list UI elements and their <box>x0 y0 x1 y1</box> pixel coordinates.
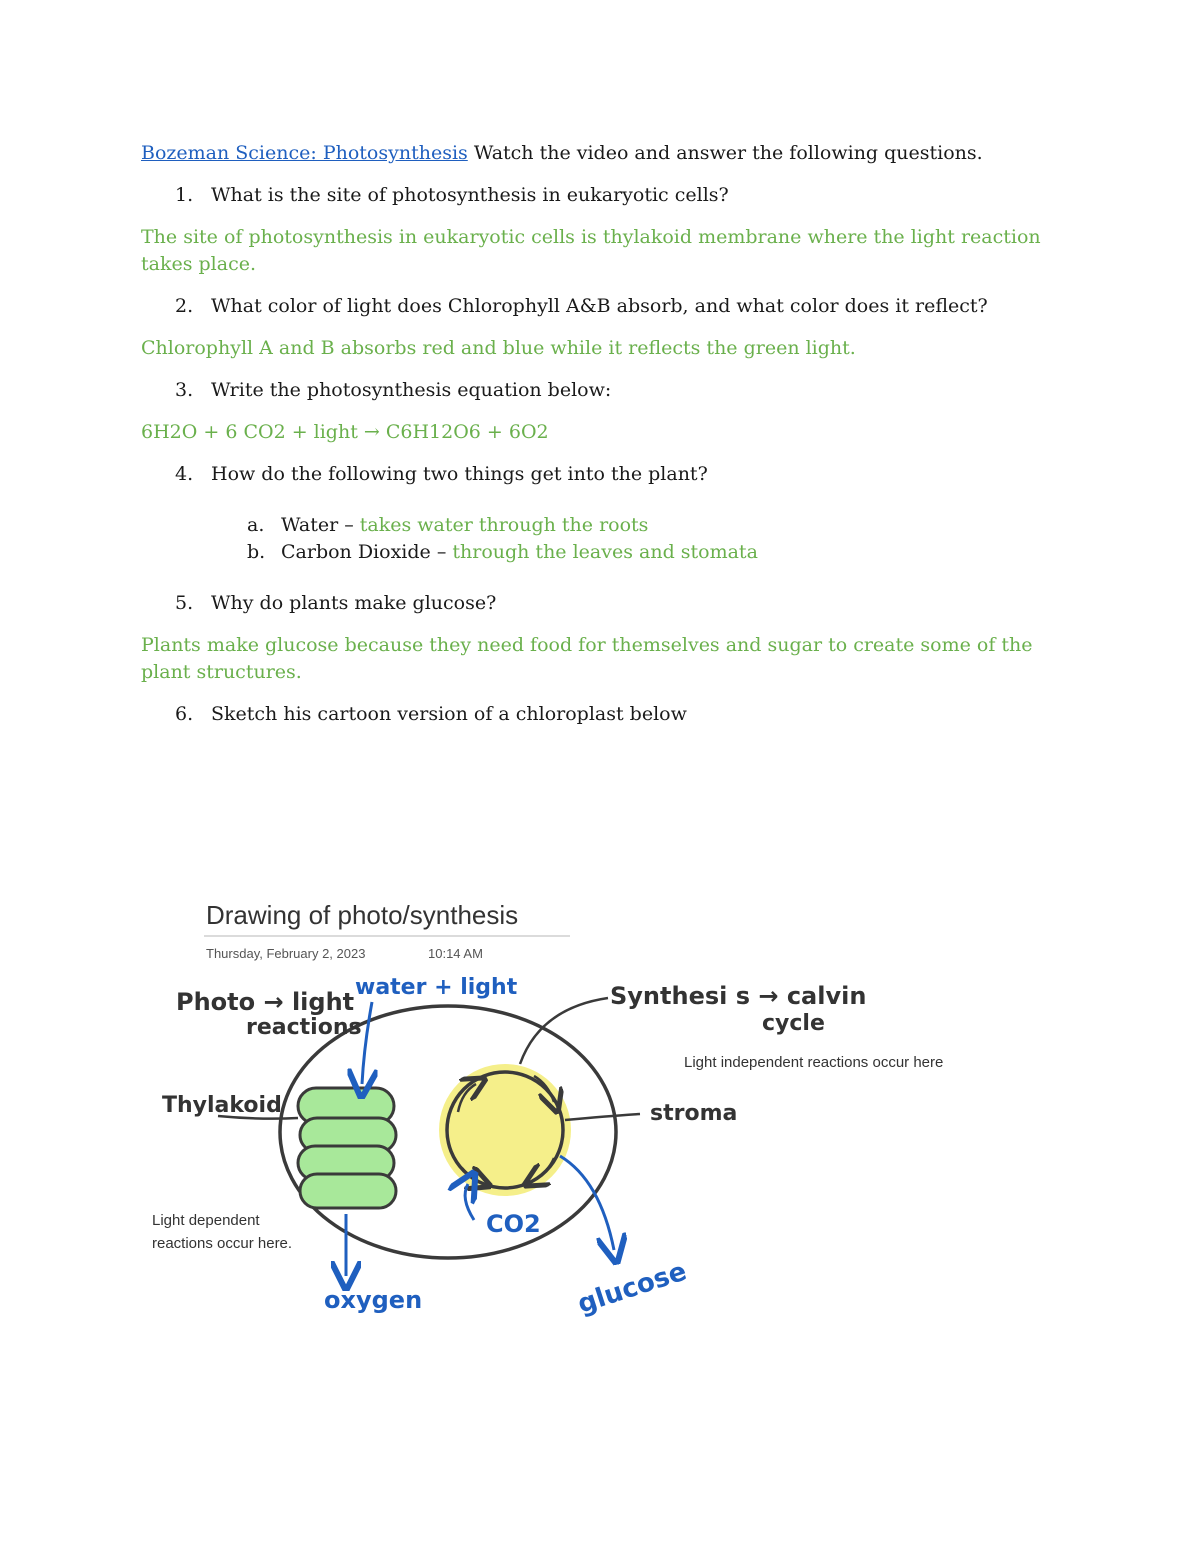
question-4-subitems <box>247 512 1041 566</box>
question-text: What color of light does Chlorophyll A&B absorb, and what color does it reflect? <box>211 295 988 317</box>
subitem-letter: b. <box>247 541 266 563</box>
subitem-letter: a. <box>247 514 265 536</box>
label-light-dependent-2: reactions occur here. <box>152 1235 293 1252</box>
subitem-label: Water – <box>281 514 360 536</box>
label-light-independent: Light independent reactions occur here <box>684 1054 944 1071</box>
synthesis-pointer <box>520 998 608 1064</box>
subitem-water <box>247 512 1041 539</box>
label-co2: CO2 <box>486 1210 541 1238</box>
stroma-pointer <box>565 1114 640 1120</box>
question-6 <box>175 701 1041 728</box>
label-water-light: water + light <box>355 975 518 1000</box>
answer-3: 6H2O + 6 CO2 + light → C6H12O6 + 6O2 <box>141 421 549 443</box>
question-3 <box>175 377 1041 404</box>
question-text: Why do plants make glucose? <box>211 592 497 614</box>
thylakoid-stack <box>298 1088 396 1208</box>
question-text: Write the photosynthesis equation below: <box>211 379 612 401</box>
label-photo-light: Photo → light <box>176 988 355 1016</box>
subitem-answer: through the leaves and stomata <box>452 541 758 563</box>
drawing-time: 10:14 AM <box>428 946 483 961</box>
label-reactions: reactions <box>246 1015 362 1040</box>
answer-1: The site of photosynthesis in eukaryotic cells is thylakoid membrane where the light reaction takes place. <box>141 226 1041 275</box>
bozeman-video-link[interactable]: Bozeman Science: Photosynthesis <box>141 142 468 164</box>
label-thylakoid: Thylakoid <box>162 1093 282 1118</box>
label-cycle: cycle <box>762 1011 825 1036</box>
label-oxygen: oxygen <box>324 1286 423 1314</box>
answer-2: Chlorophyll A and B absorbs red and blue while it reflects the green light. <box>141 337 856 359</box>
answer-5: Plants make glucose because they need food for themselves and sugar to create some of the plant structures. <box>141 634 1033 683</box>
question-2 <box>175 293 1041 320</box>
stroma-highlight <box>439 1064 571 1196</box>
co2-arrow <box>465 1184 474 1220</box>
label-synthesis-calvin: Synthesi s → calvin <box>610 982 867 1010</box>
question-number: 5. <box>175 592 194 614</box>
question-number: 4. <box>175 463 194 485</box>
label-light-dependent-1: Light dependent <box>152 1212 260 1229</box>
question-4 <box>175 461 1041 488</box>
chloroplast-drawing <box>140 880 1020 1340</box>
question-number: 2. <box>175 295 194 317</box>
intro-paragraph <box>141 140 1041 167</box>
water-light-arrow <box>362 1002 372 1084</box>
question-5 <box>175 590 1041 617</box>
question-text: How do the following two things get into the plant? <box>211 463 708 485</box>
label-stroma: stroma <box>650 1101 738 1126</box>
subitem-carbon-dioxide <box>247 539 1041 566</box>
intro-instruction: Watch the video and answer the following questions. <box>467 142 983 164</box>
question-text: Sketch his cartoon version of a chloroplast below <box>211 703 687 725</box>
chloroplast-sketch <box>140 880 1020 1340</box>
label-glucose: glucose <box>574 1256 691 1320</box>
question-number: 1. <box>175 184 194 206</box>
drawing-date: Thursday, February 2, 2023 <box>206 946 366 961</box>
worksheet <box>141 140 1041 743</box>
subitem-answer: takes water through the roots <box>359 514 649 536</box>
subitem-label: Carbon Dioxide – <box>281 541 453 563</box>
question-number: 3. <box>175 379 194 401</box>
question-text: What is the site of photosynthesis in eukaryotic cells? <box>211 184 729 206</box>
question-1 <box>175 182 1041 209</box>
question-number: 6. <box>175 703 194 725</box>
drawing-title: Drawing of photo/synthesis <box>206 900 519 930</box>
